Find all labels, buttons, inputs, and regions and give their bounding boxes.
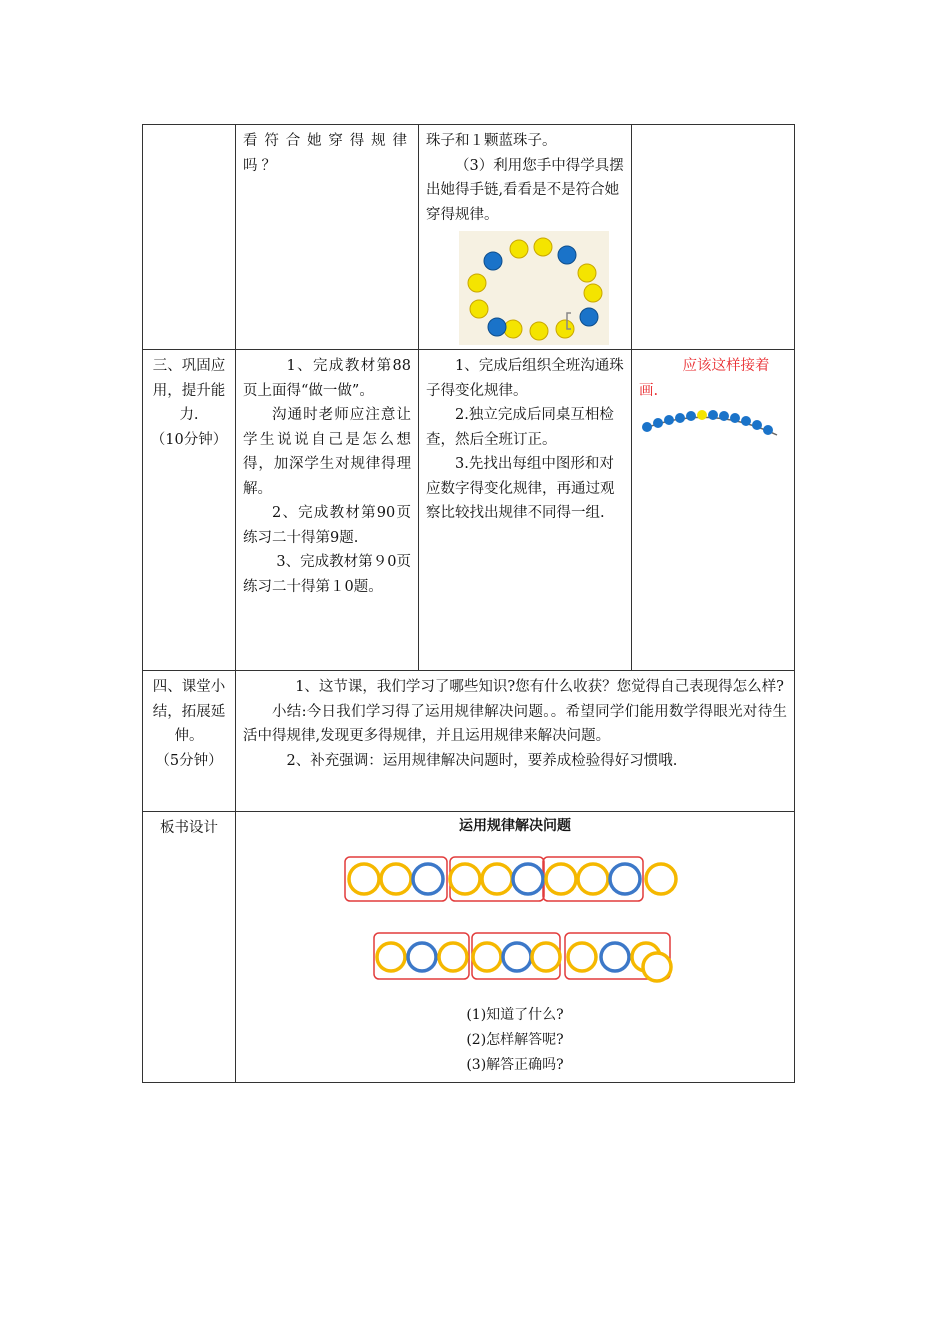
table-row bbox=[143, 125, 795, 350]
board-design-cell bbox=[236, 812, 795, 1083]
text-paragraph: （3）利用您手中得学具摆出她得手链,看看是不是符合她穿得规律。 bbox=[426, 157, 624, 223]
board-question: (3)解答正确吗? bbox=[466, 1056, 564, 1073]
text-paragraph: 小结:今日我们学习得了运用规律解决问题。。希望同学们能用数学得眼光对待生活中得规律,发现更多得规律，并且运用规律来解决问题。 bbox=[243, 703, 787, 744]
text-paragraph: 2、补充强调：运用规律解决问题时，要养成检验得好习惯哦. bbox=[286, 752, 678, 769]
teacher-activity-cell bbox=[236, 125, 419, 350]
text-paragraph: 3.先找出每组中图形和对应数字得变化规律，再通过观察比较找出规律不同得一组. bbox=[426, 456, 615, 521]
text-paragraph: 1、这节课，我们学习了哪些知识?您有什么收获？您觉得自己表现得怎么样? bbox=[295, 679, 784, 695]
stage-duration: （10分钟） bbox=[150, 431, 228, 448]
bead-string-image bbox=[639, 405, 781, 445]
summary-cell bbox=[236, 671, 795, 812]
text-paragraph: 珠子和１颗蓝珠子。 bbox=[426, 133, 557, 149]
bead-string-beads bbox=[642, 410, 773, 435]
note-cell bbox=[632, 125, 795, 350]
stage-duration: （5分钟） bbox=[155, 752, 223, 769]
stage-cell: 板书设计 bbox=[143, 812, 236, 1083]
board-question: (1)知道了什么? bbox=[466, 1006, 564, 1023]
stage-cell bbox=[143, 671, 236, 812]
ring-row-top bbox=[349, 864, 676, 894]
text-paragraph: 1、完成后组织全班沟通珠子得变化规律。 bbox=[426, 358, 624, 399]
board-question: (2)怎样解答呢? bbox=[466, 1031, 564, 1048]
table-row bbox=[143, 812, 795, 1083]
stage-cell bbox=[143, 350, 236, 671]
table-row bbox=[143, 671, 795, 812]
lesson-table bbox=[142, 124, 795, 1083]
text-paragraph: 2.独立完成后同桌互相检查，然后全班订正。 bbox=[426, 407, 614, 448]
student-activity-cell bbox=[419, 350, 632, 671]
table-row bbox=[143, 350, 795, 671]
stage-cell bbox=[143, 125, 236, 350]
text-paragraph: 看符合她穿得规律吗？ bbox=[243, 133, 411, 174]
text-paragraph: 3、完成教材第９0页练习二十得第１0题。 bbox=[243, 554, 411, 595]
note-cell bbox=[632, 350, 795, 671]
ring-pattern-diagram bbox=[243, 853, 803, 989]
student-activity-cell bbox=[419, 125, 632, 350]
note-text: 应该这样接着画. bbox=[639, 358, 770, 399]
text-paragraph: 沟通时老师应注意让学生说说自己是怎么想得，加深学生对规律得理解。 bbox=[243, 407, 411, 497]
text-paragraph: 2、完成教材第90页练习二十得第9题. bbox=[243, 505, 411, 546]
ring-row-bottom bbox=[377, 943, 671, 981]
stage-label: 三、巩固应用，提升能力. bbox=[152, 358, 226, 423]
board-title: 运用规律解决问题 bbox=[459, 818, 571, 834]
teacher-activity-cell bbox=[236, 350, 419, 671]
bracelet-image bbox=[459, 231, 609, 345]
text-paragraph: 1、完成教材第88页上面得“做一做”。 bbox=[243, 358, 411, 399]
stage-label: 四、课堂小结，拓展延伸。 bbox=[152, 679, 226, 744]
